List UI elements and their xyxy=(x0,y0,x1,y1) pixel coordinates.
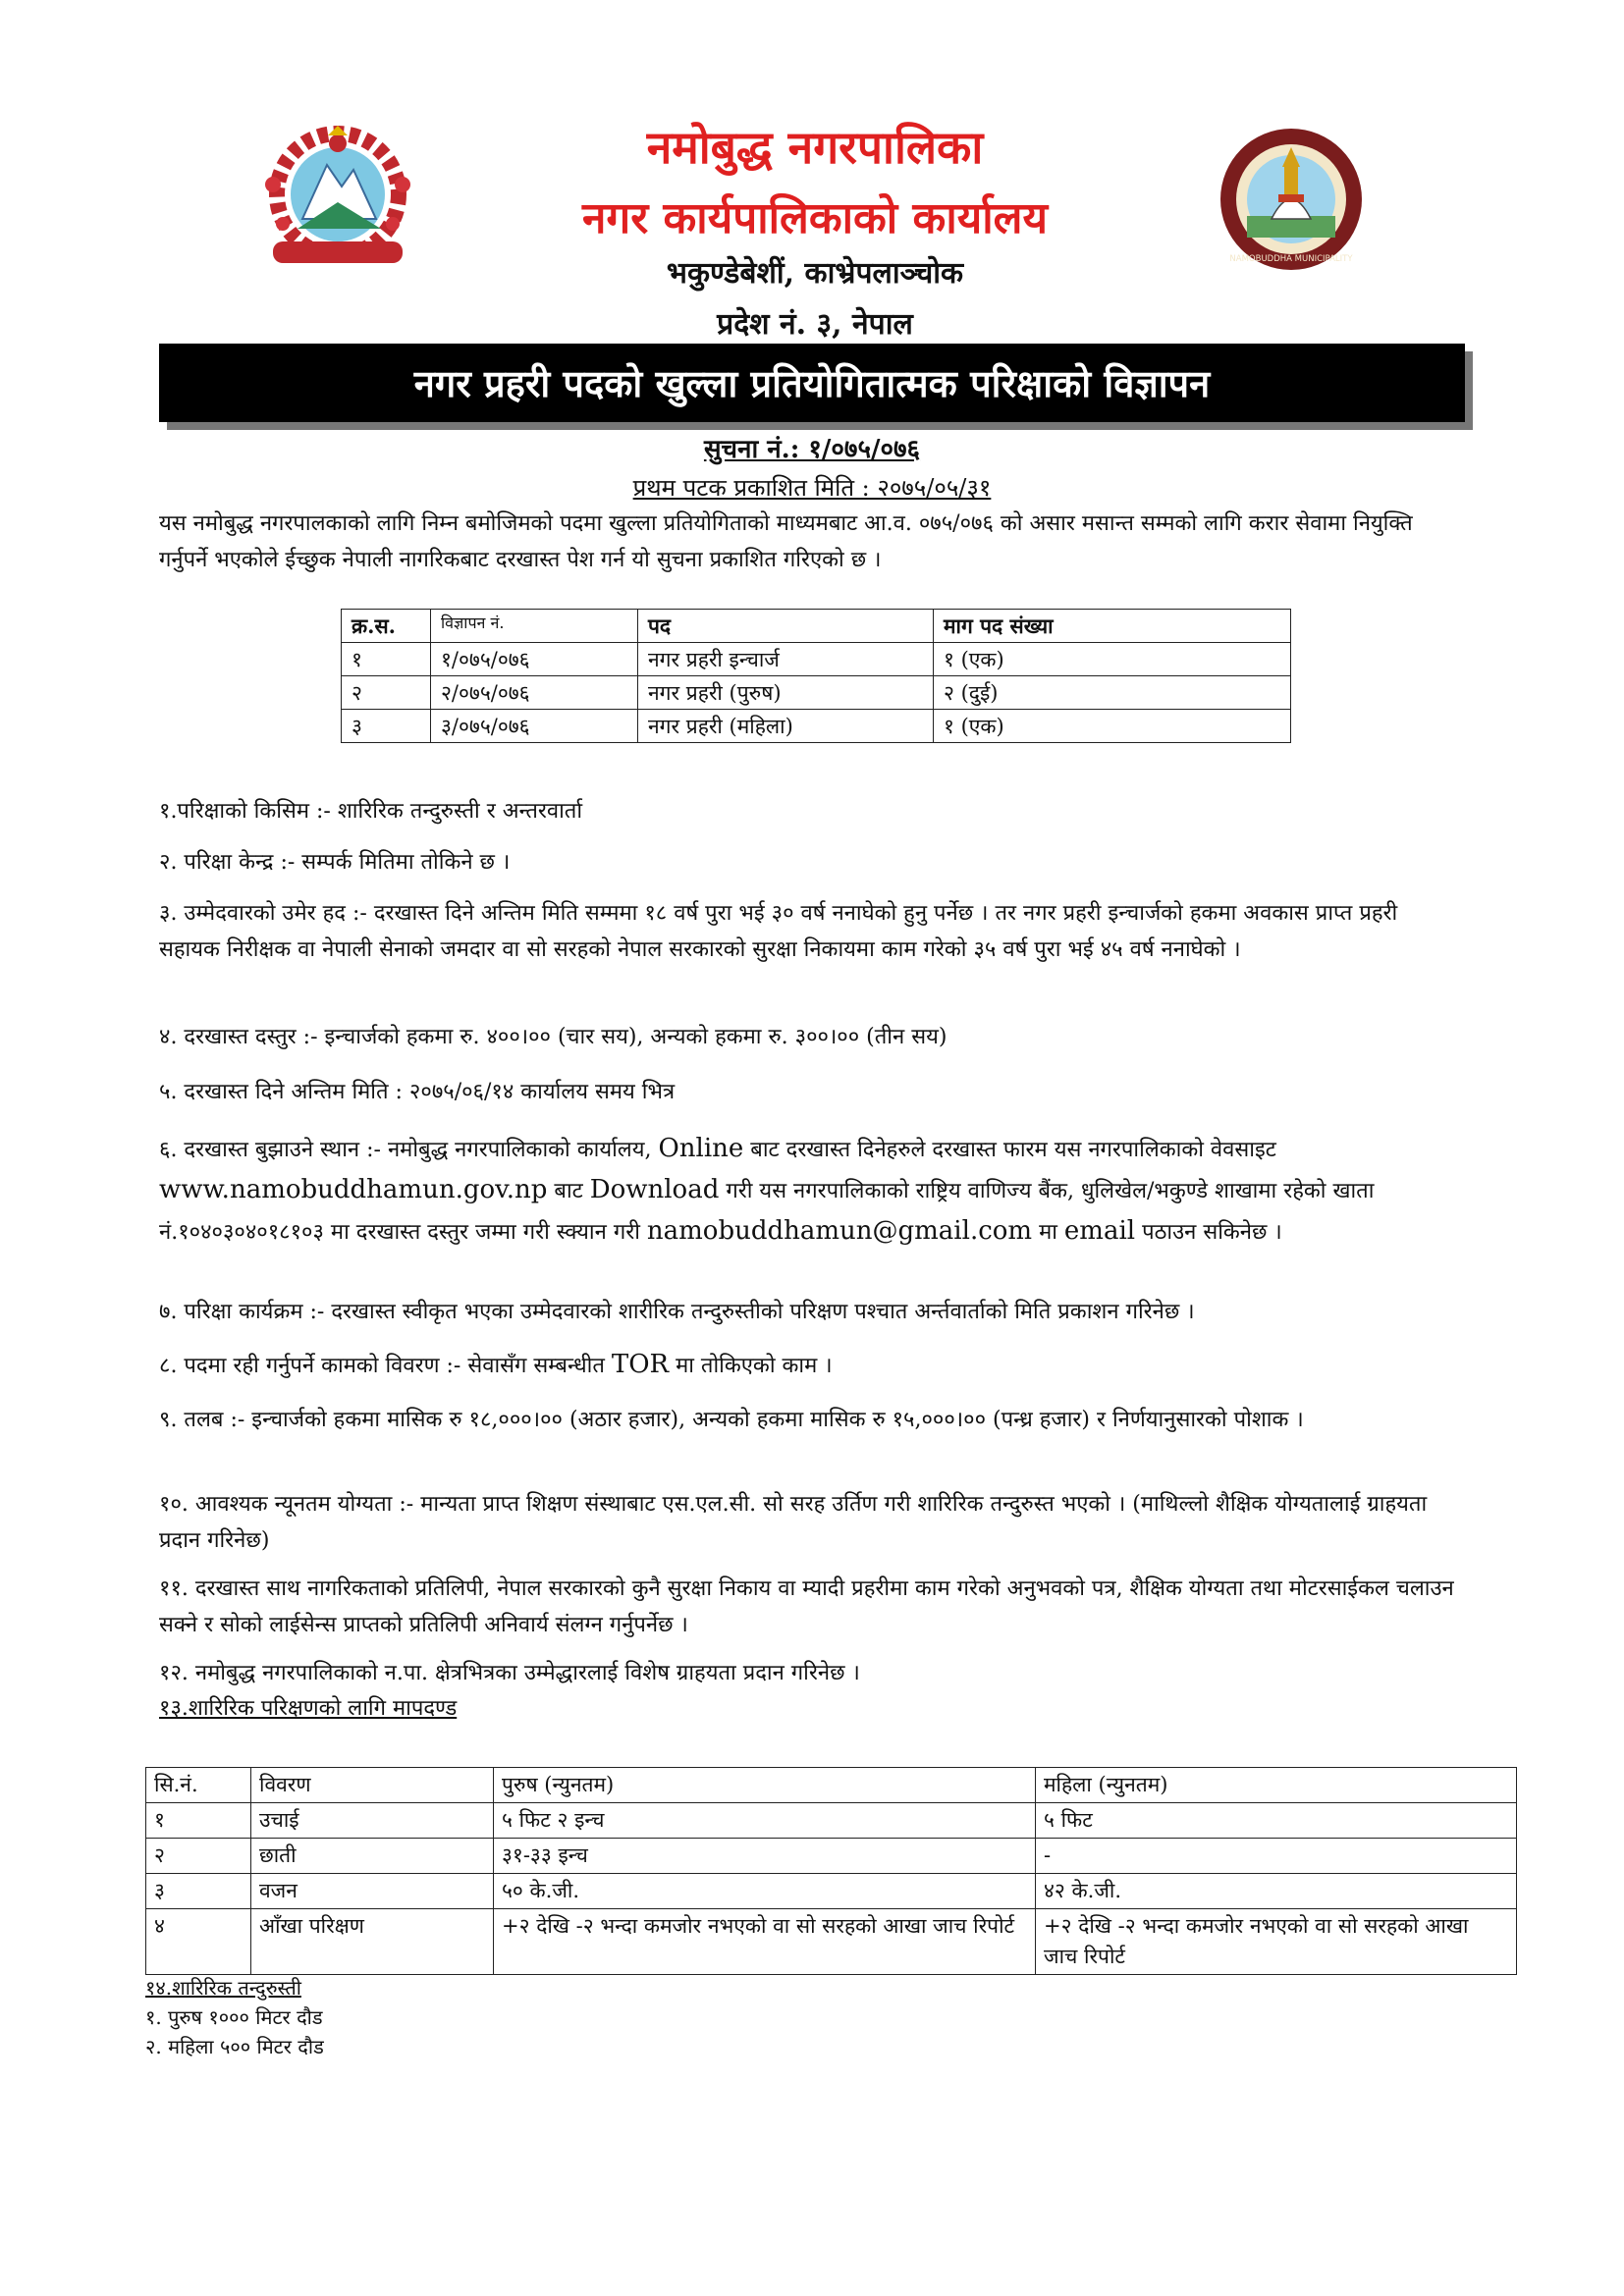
table-row xyxy=(342,643,1291,676)
table-cell: नगर प्रहरी (पुरुष) xyxy=(638,676,934,710)
table-cell: १ (एक) xyxy=(934,710,1291,743)
table-header-cell: क्र.स. xyxy=(342,610,431,643)
table-cell: २ (दुई) xyxy=(934,676,1291,710)
publication-date: प्रथम पटक प्रकाशित मिति : २०७५/०५/३१ xyxy=(632,474,992,502)
download-text: Download xyxy=(589,1175,720,1204)
table-header-cell: महिला (न्युनतम) xyxy=(1036,1768,1517,1803)
table-header-cell: पुरुष (न्युनतम) xyxy=(494,1768,1036,1803)
table-cell: ४ xyxy=(146,1909,251,1975)
table-header-cell: विवरण xyxy=(251,1768,494,1803)
table-cell: १/०७५/०७६ xyxy=(431,643,638,676)
table-cell: +२ देखि -२ भन्दा कमजोर नभएको वा सो सरहको आखा जाच रिपोर्ट xyxy=(1036,1909,1517,1975)
item-exam-center: २. परिक्षा केन्द्र :- सम्पर्क मितिमा तोकिने छ । xyxy=(159,850,511,875)
item-submission-place xyxy=(159,1129,1465,1253)
online-text: Online xyxy=(658,1134,744,1163)
item-deadline: ५. दरखास्त दिने अन्तिम मिति : २०७५/०६/१४ कार्यालय समय भित्र xyxy=(159,1080,676,1104)
table-cell: - xyxy=(1036,1839,1517,1874)
table-header-cell: विज्ञापन नं. xyxy=(431,610,638,643)
table-cell: २/०७५/०७६ xyxy=(431,676,638,710)
table-cell: ३ xyxy=(146,1874,251,1909)
tor-text: TOR xyxy=(611,1350,670,1379)
item-exam-type: १.परिक्षाको किसिम :- शारिरिक तन्दुरुस्ती र अन्तरवार्ता xyxy=(159,799,583,824)
physical-standards-table xyxy=(145,1767,1517,1975)
province-line: प्रदेश नं. ३, नेपाल xyxy=(717,307,913,342)
table-row xyxy=(342,710,1291,743)
physical-standards-heading: १३.शारिरिक परिक्षणको लागि मापदण्ड xyxy=(159,1696,458,1721)
website-link[interactable]: www.namobuddhamun.gov.np xyxy=(159,1175,548,1204)
item-job-description xyxy=(159,1347,1465,1384)
table-cell: २ xyxy=(146,1839,251,1874)
intro-paragraph: यस नमोबुद्ध नगरपालकाको लागि निम्न बमोजिमको पदमा खुल्ला प्रतियोगिताको माध्यमबाट आ.व. ०७५/०७६ को असार मसान्त सम्मको लागि करार सेवामा नियुक्ति गर्नुपर्ने भएकोले ईच्छुक नेपाली नागरिकबाट दरखास्त पेश गर्न यो सुचना प्रकाशित गरिएको छ । xyxy=(159,511,1413,572)
table-cell: १ xyxy=(146,1803,251,1839)
table-row xyxy=(146,1839,1517,1874)
table-cell: १ xyxy=(342,643,431,676)
item-exam-schedule: ७. परिक्षा कार्यक्रम :- दरखास्त स्वीकृत भएका उम्मेदवारको शारीरिक तन्दुरुस्तीको परिक्षण पश्चात अर्न्तवार्ताको मिति प्रकाशन गरिनेछ । xyxy=(159,1300,1195,1324)
table-cell: १ (एक) xyxy=(934,643,1291,676)
table-cell: छाती xyxy=(251,1839,494,1874)
table-cell: नगर प्रहरी इन्चार्ज xyxy=(638,643,934,676)
table-cell: ३ xyxy=(342,710,431,743)
email-text: email xyxy=(1063,1216,1136,1246)
municipality-name: नमोबुद्ध नगरपालिका xyxy=(646,121,984,174)
item-text: पठाउन सकिनेछ । xyxy=(1135,1220,1282,1245)
namobuddha-municipality-logo-icon xyxy=(1218,126,1365,273)
table-cell: +२ देखि -२ भन्दा कमजोर नभएको वा सो सरहको आखा जाच रिपोर्ट xyxy=(494,1909,1036,1975)
table-cell: वजन xyxy=(251,1874,494,1909)
email-address-link[interactable]: namobuddhamun@gmail.com xyxy=(646,1216,1033,1246)
item-application-fee: ४. दरखास्त दस्तुर :- इन्चार्जको हकमा रु. ४००।०० (चार सय), अन्यको हकमा रु. ३००।०० (तीन सय) xyxy=(159,1025,947,1049)
item-text: बाट दरखास्त दिनेहरुले दरखास्त फारम यस नगरपालिकाको वेवसाइट xyxy=(743,1138,1276,1162)
table-cell: ४२ के.जी. xyxy=(1036,1874,1517,1909)
advertisement-banner: नगर प्रहरी पदको खुल्ला प्रतियोगितात्मक परिक्षाको विज्ञापन xyxy=(159,344,1465,422)
fitness-item-male: १. पुरुष १००० मिटर दौड xyxy=(145,2005,323,2029)
item-text: बाट xyxy=(547,1179,590,1203)
item-age-limit: ३. उम्मेदवारको उमेर हद :- दरखास्त दिने अन्तिम मिति सम्ममा १८ वर्ष पुरा भई ३० वर्ष ननाघेको हुनु पर्नेछ । तर नगर प्रहरी इन्चार्जको हकमा अवकास प्राप्त प्रहरी सहायक निरीक्षक वा नेपाली सेनाको जमदार वा सो सरहको नेपाल सरकारको सुरक्षा निकायमा काम गरेको ३५ वर्ष पुरा भई ४५ वर्ष ननाघेको । xyxy=(159,901,1398,962)
table-header-cell: पद xyxy=(638,610,934,643)
logo-lettering: NAMOBUDDHA MUNICIPALITY xyxy=(1229,254,1353,264)
table-cell: आँखा परिक्षण xyxy=(251,1909,494,1975)
table-cell: ३/०७५/०७६ xyxy=(431,710,638,743)
item-documents: ११. दरखास्त साथ नागरिकताको प्रतिलिपी, नेपाल सरकारको कुनै सुरक्षा निकाय वा म्यादी प्रहरीमा काम गरेको अनुभवको पत्र, शैक्षिक योग्यता तथा मोटरसाईकल चलाउन सक्ने र सोको लाईसेन्स प्राप्तको प्रतिलिपी अनिवार्य संलग्न गर्नुपर्नेछ । xyxy=(159,1576,1454,1637)
item-salary: ९. तलब :- इन्चार्जको हकमा मासिक रु १८,०००।०० (अठार हजार), अन्यको हकमा मासिक रु १५,०००।०० (पन्ध्र हजार) र निर्णयानुसारको पोशाक । xyxy=(159,1408,1304,1432)
posts-table xyxy=(341,609,1291,743)
table-row xyxy=(342,676,1291,710)
table-row xyxy=(146,1874,1517,1909)
table-cell: ५ फिट २ इन्च xyxy=(494,1803,1036,1839)
fitness-item-female: २. महिला ५०० मिटर दौड xyxy=(145,2035,324,2058)
table-cell: ५० के.जी. xyxy=(494,1874,1036,1909)
item-text: गरी यस नगरपालिकाको राष्ट्रिय वाणिज्य बैंक, धुलिखेल/भकुण्डे शाखामा रहेको खाता नं.१०४०३०४०१८१०३ मा दरखास्त दस्तुर जम्मा गरी स्क्यान गरी xyxy=(159,1179,1375,1245)
table-header-cell: माग पद संख्या xyxy=(934,610,1291,643)
office-name: नगर कार्यपालिकाको कार्यालय xyxy=(582,193,1048,243)
table-row xyxy=(146,1803,1517,1839)
item-priority: १२. नमोबुद्ध नगरपालिकाको न.पा. क्षेत्रभित्रका उम्मेद्धारलाई विशेष ग्राहयता प्रदान गरिनेछ । xyxy=(159,1661,860,1685)
fitness-heading: १४.शारिरिक तन्दुरुस्ती xyxy=(145,1976,301,2000)
table-header-row xyxy=(146,1768,1517,1803)
table-cell: ५ फिट xyxy=(1036,1803,1517,1839)
item-qualification: १०. आवश्यक न्यूनतम योग्यता :- मान्यता प्राप्त शिक्षण संस्थाबाट एस.एल.सी. सो सरह उर्तिण गरी शारिरिक तन्दुरुस्त भएको । (माथिल्लो शैक्षिक योग्यतालाई ग्राहयता प्रदान गरिनेछ) xyxy=(159,1492,1428,1553)
item-text: मा xyxy=(1032,1220,1064,1245)
table-row xyxy=(146,1909,1517,1975)
table-cell: २ xyxy=(342,676,431,710)
item-text: मा तोकिएको काम । xyxy=(669,1354,833,1378)
table-cell: ३१-३३ इन्च xyxy=(494,1839,1036,1874)
table-cell: उचाई xyxy=(251,1803,494,1839)
notice-number: सुचना नं.: १/०७५/०७६ xyxy=(703,435,921,464)
office-address: भकुण्डेबेशीं, काभ्रेपलाञ्चोक xyxy=(666,256,964,291)
item-text: ८. पदमा रही गर्नुपर्ने कामको विवरण :- सेवासँग सम्बन्धीत xyxy=(159,1354,612,1378)
item-text: ६. दरखास्त बुझाउने स्थान :- नमोबुद्ध नगरपालिकाको कार्यालय, xyxy=(159,1138,659,1162)
table-header-cell: सि.नं. xyxy=(146,1768,251,1803)
nepal-government-emblem-icon xyxy=(244,126,432,273)
table-header-row xyxy=(342,610,1291,643)
table-cell: नगर प्रहरी (महिला) xyxy=(638,710,934,743)
